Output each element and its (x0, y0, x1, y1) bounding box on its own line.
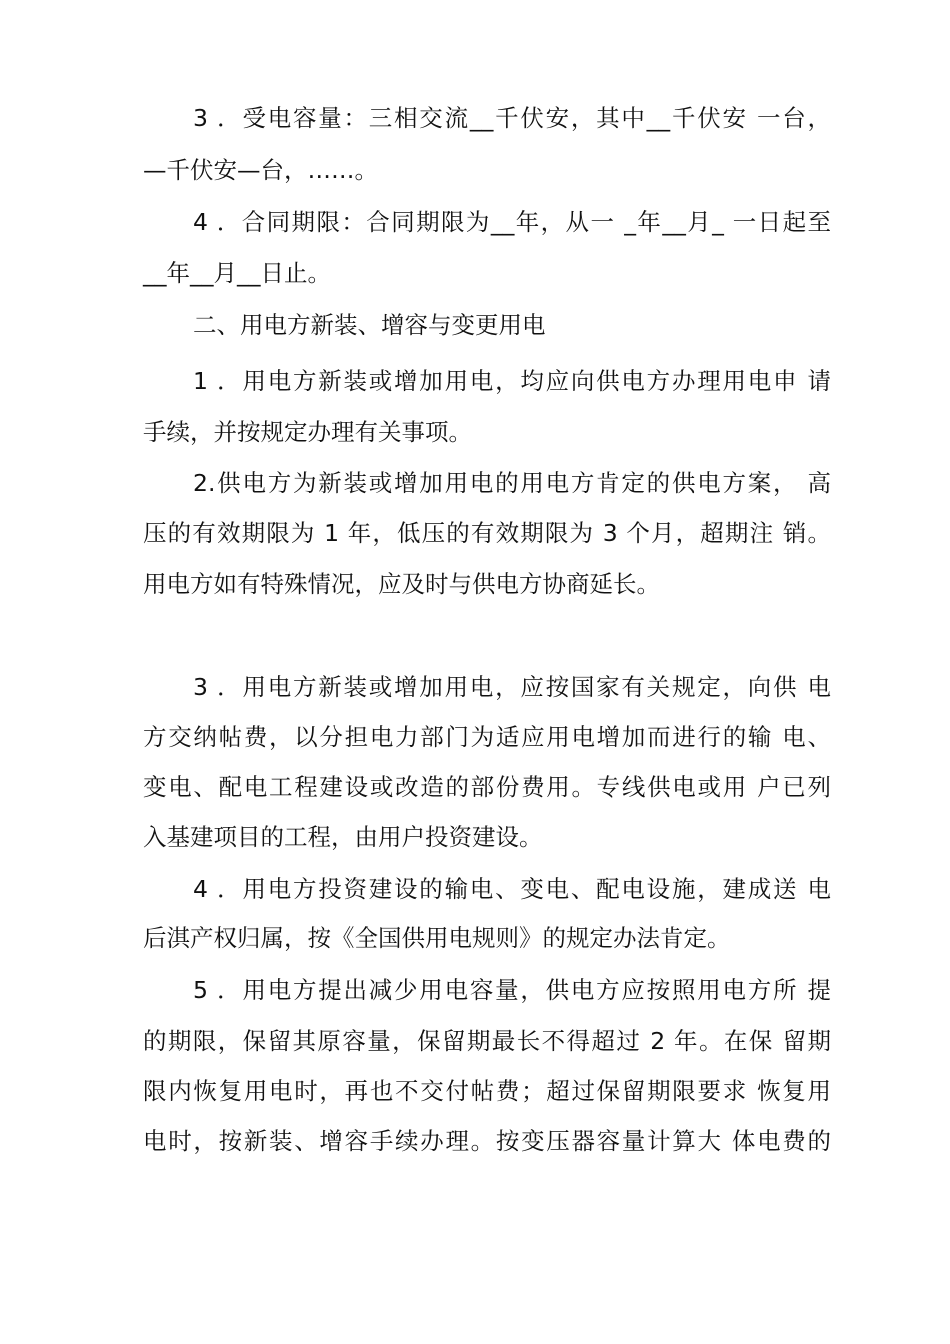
clause-1: 1 ．用电方新装或增加用电，均应向供电方办理用电申 请 (193, 367, 831, 395)
text-line: 用电方如有特殊情况，应及时与供电方协商延长。 (143, 570, 660, 598)
text-line: 限内恢复用电时，再也不交付帖费；超过保留期限要求 恢复用 (143, 1077, 831, 1105)
text-line: __年__月__日止。 (143, 259, 331, 287)
text-line: 电时，按新装、增容手续办理。按变压器容量计算大 体电费的 (143, 1127, 831, 1155)
clause-3-capacity: 3 ．受电容量：三相交流__千伏安，其中__千伏安 一台， (193, 104, 832, 132)
clause-3: 3 ．用电方新装或增加用电，应按国家有关规定，向供 电 (193, 673, 831, 701)
clause-4: 4 ．用电方投资建设的输电、变电、配电设施，建成送 电 (193, 875, 831, 903)
section-heading: 二、用电方新装、增容与变更用电 (193, 311, 546, 339)
text-line: 后淇产权归属，按《全国供用电规则》的规定办法肯定。 (143, 924, 731, 952)
clause-5: 5 ．用电方提出减少用电容量，供电方应按照用电方所 提 (193, 976, 831, 1004)
clause-2: 2.供电方为新装或增加用电的用电方肯定的供电方案， 高 (193, 469, 831, 497)
text-line: 压的有效期限为 1 年，低压的有效期限为 3 个月，超期注 销。 (143, 519, 831, 547)
text-line: 入基建项目的工程，由用户投资建设。 (143, 823, 543, 851)
text-line: 的期限，保留其原容量，保留期最长不得超过 2 年。在保 留期 (143, 1027, 831, 1055)
clause-4-term: 4 ．合同期限：合同期限为__年，从一 _年__月_ 一日起至 (193, 208, 831, 236)
text-line: 方交纳帖费，以分担电力部门为适应用电增加而进行的输 电、 (143, 723, 831, 751)
text-line: 变电、配电工程建设或改造的部份费用。专线供电或用 户已列 (143, 773, 831, 801)
text-line: —千伏安—台，……。 (143, 156, 378, 184)
text-line: 手续，并按规定办理有关事项。 (143, 418, 472, 446)
